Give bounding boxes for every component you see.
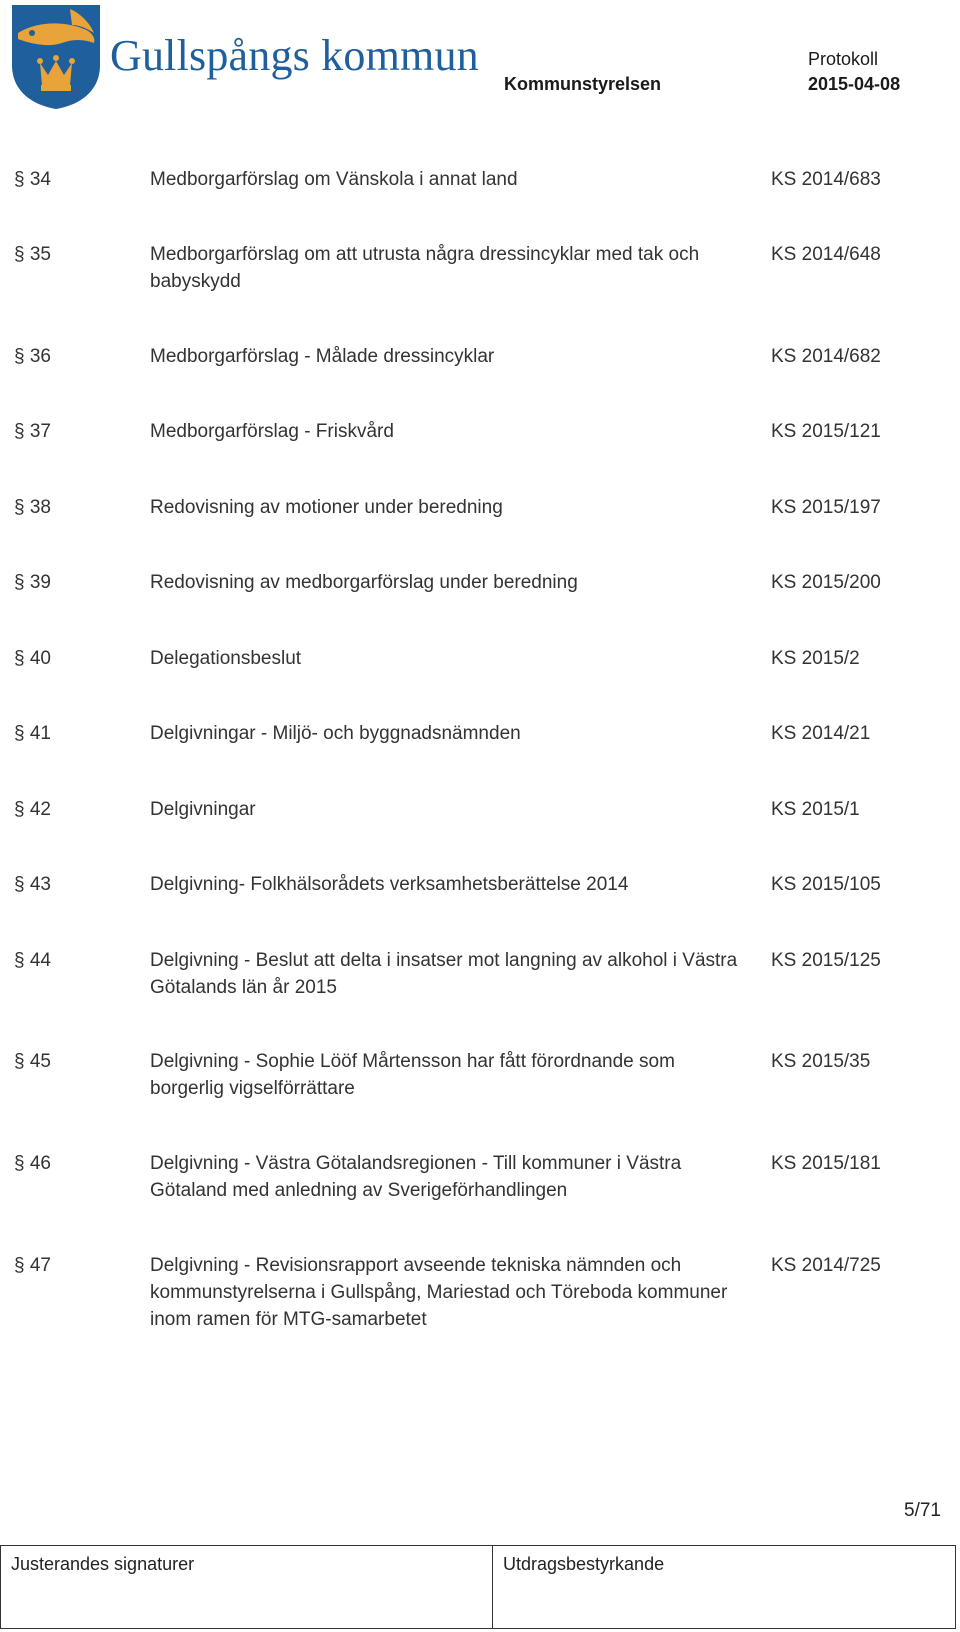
item-paragraph-number: § 41 <box>14 723 51 744</box>
item-title: Delgivning - Beslut att delta i insatser mot langning av alkohol i Västra Götalands län år 2015 <box>150 950 738 998</box>
item-title: Delgivningar - Miljö- och byggnadsnämnden <box>150 723 521 744</box>
item-case-reference: KS 2015/197 <box>771 497 881 518</box>
item-title: Medborgarförslag - Friskvård <box>150 421 394 442</box>
page-header <box>0 0 960 120</box>
item-paragraph-number: § 42 <box>14 799 51 820</box>
item-paragraph-number: § 39 <box>14 572 51 593</box>
item-case-reference: KS 2015/2 <box>771 648 860 669</box>
item-title: Delgivning - Sophie Lööf Mårtensson har fått förordnande som borgerlig vigselförrättare <box>150 1051 675 1099</box>
item-title: Delegationsbeslut <box>150 648 302 669</box>
item-title: Medborgarförslag om Vänskola i annat land <box>150 169 518 190</box>
item-title: Delgivning- Folkhälsorådets verksamhetsberättelse 2014 <box>150 874 629 895</box>
item-case-reference: KS 2014/682 <box>771 346 881 367</box>
coat-of-arms-logo-icon <box>10 3 102 111</box>
document-date: 2015-04-08 <box>808 74 901 94</box>
item-case-reference: KS 2014/21 <box>771 723 871 744</box>
item-case-reference: KS 2015/125 <box>771 950 881 971</box>
item-case-reference: KS 2015/200 <box>771 572 881 593</box>
item-paragraph-number: § 47 <box>14 1255 51 1276</box>
item-paragraph-number: § 43 <box>14 874 51 895</box>
item-title: Redovisning av medborgarförslag under beredning <box>150 572 578 593</box>
extract-certification-label: Utdragsbestyrkande <box>503 1554 665 1574</box>
item-title: Delgivning - Västra Götalandsregionen - Till kommuner i Västra Götaland med anledning av Sverigeförhandlingen <box>150 1153 682 1201</box>
page-number: 5/71 <box>904 1500 941 1521</box>
item-paragraph-number: § 44 <box>14 950 51 971</box>
item-title: Medborgarförslag om att utrusta några dressincyklar med tak och babyskydd <box>150 244 700 292</box>
item-case-reference: KS 2015/181 <box>771 1153 881 1174</box>
item-title: Delgivning - Revisionsrapport avseende tekniska nämnden och kommunstyrelserna i Gullspång, Mariestad och Töreboda kommuner inom ramen för MTG-samarbetet <box>150 1255 728 1330</box>
organization-name: Gullspångs kommun <box>110 31 479 80</box>
item-paragraph-number: § 35 <box>14 244 51 265</box>
item-paragraph-number: § 40 <box>14 648 51 669</box>
item-title: Medborgarförslag - Målade dressincyklar <box>150 346 495 367</box>
item-case-reference: KS 2015/105 <box>771 874 881 895</box>
item-paragraph-number: § 46 <box>14 1153 51 1174</box>
item-paragraph-number: § 38 <box>14 497 51 518</box>
item-paragraph-number: § 45 <box>14 1051 51 1072</box>
document-type: Protokoll <box>808 49 879 69</box>
signature-footer <box>0 1545 956 1629</box>
item-case-reference: KS 2014/648 <box>771 244 881 265</box>
footer-divider <box>492 1546 493 1628</box>
item-case-reference: KS 2014/683 <box>771 169 881 190</box>
signatures-label: Justerandes signaturer <box>11 1554 195 1574</box>
item-case-reference: KS 2015/121 <box>771 421 881 442</box>
item-case-reference: KS 2015/1 <box>771 799 860 820</box>
item-paragraph-number: § 34 <box>14 169 51 190</box>
item-case-reference: KS 2014/725 <box>771 1255 881 1276</box>
committee-name: Kommunstyrelsen <box>504 74 662 94</box>
item-paragraph-number: § 37 <box>14 421 51 442</box>
item-title: Delgivningar <box>150 799 256 820</box>
item-title: Redovisning av motioner under beredning <box>150 497 503 518</box>
item-case-reference: KS 2015/35 <box>771 1051 871 1072</box>
item-paragraph-number: § 36 <box>14 346 51 367</box>
